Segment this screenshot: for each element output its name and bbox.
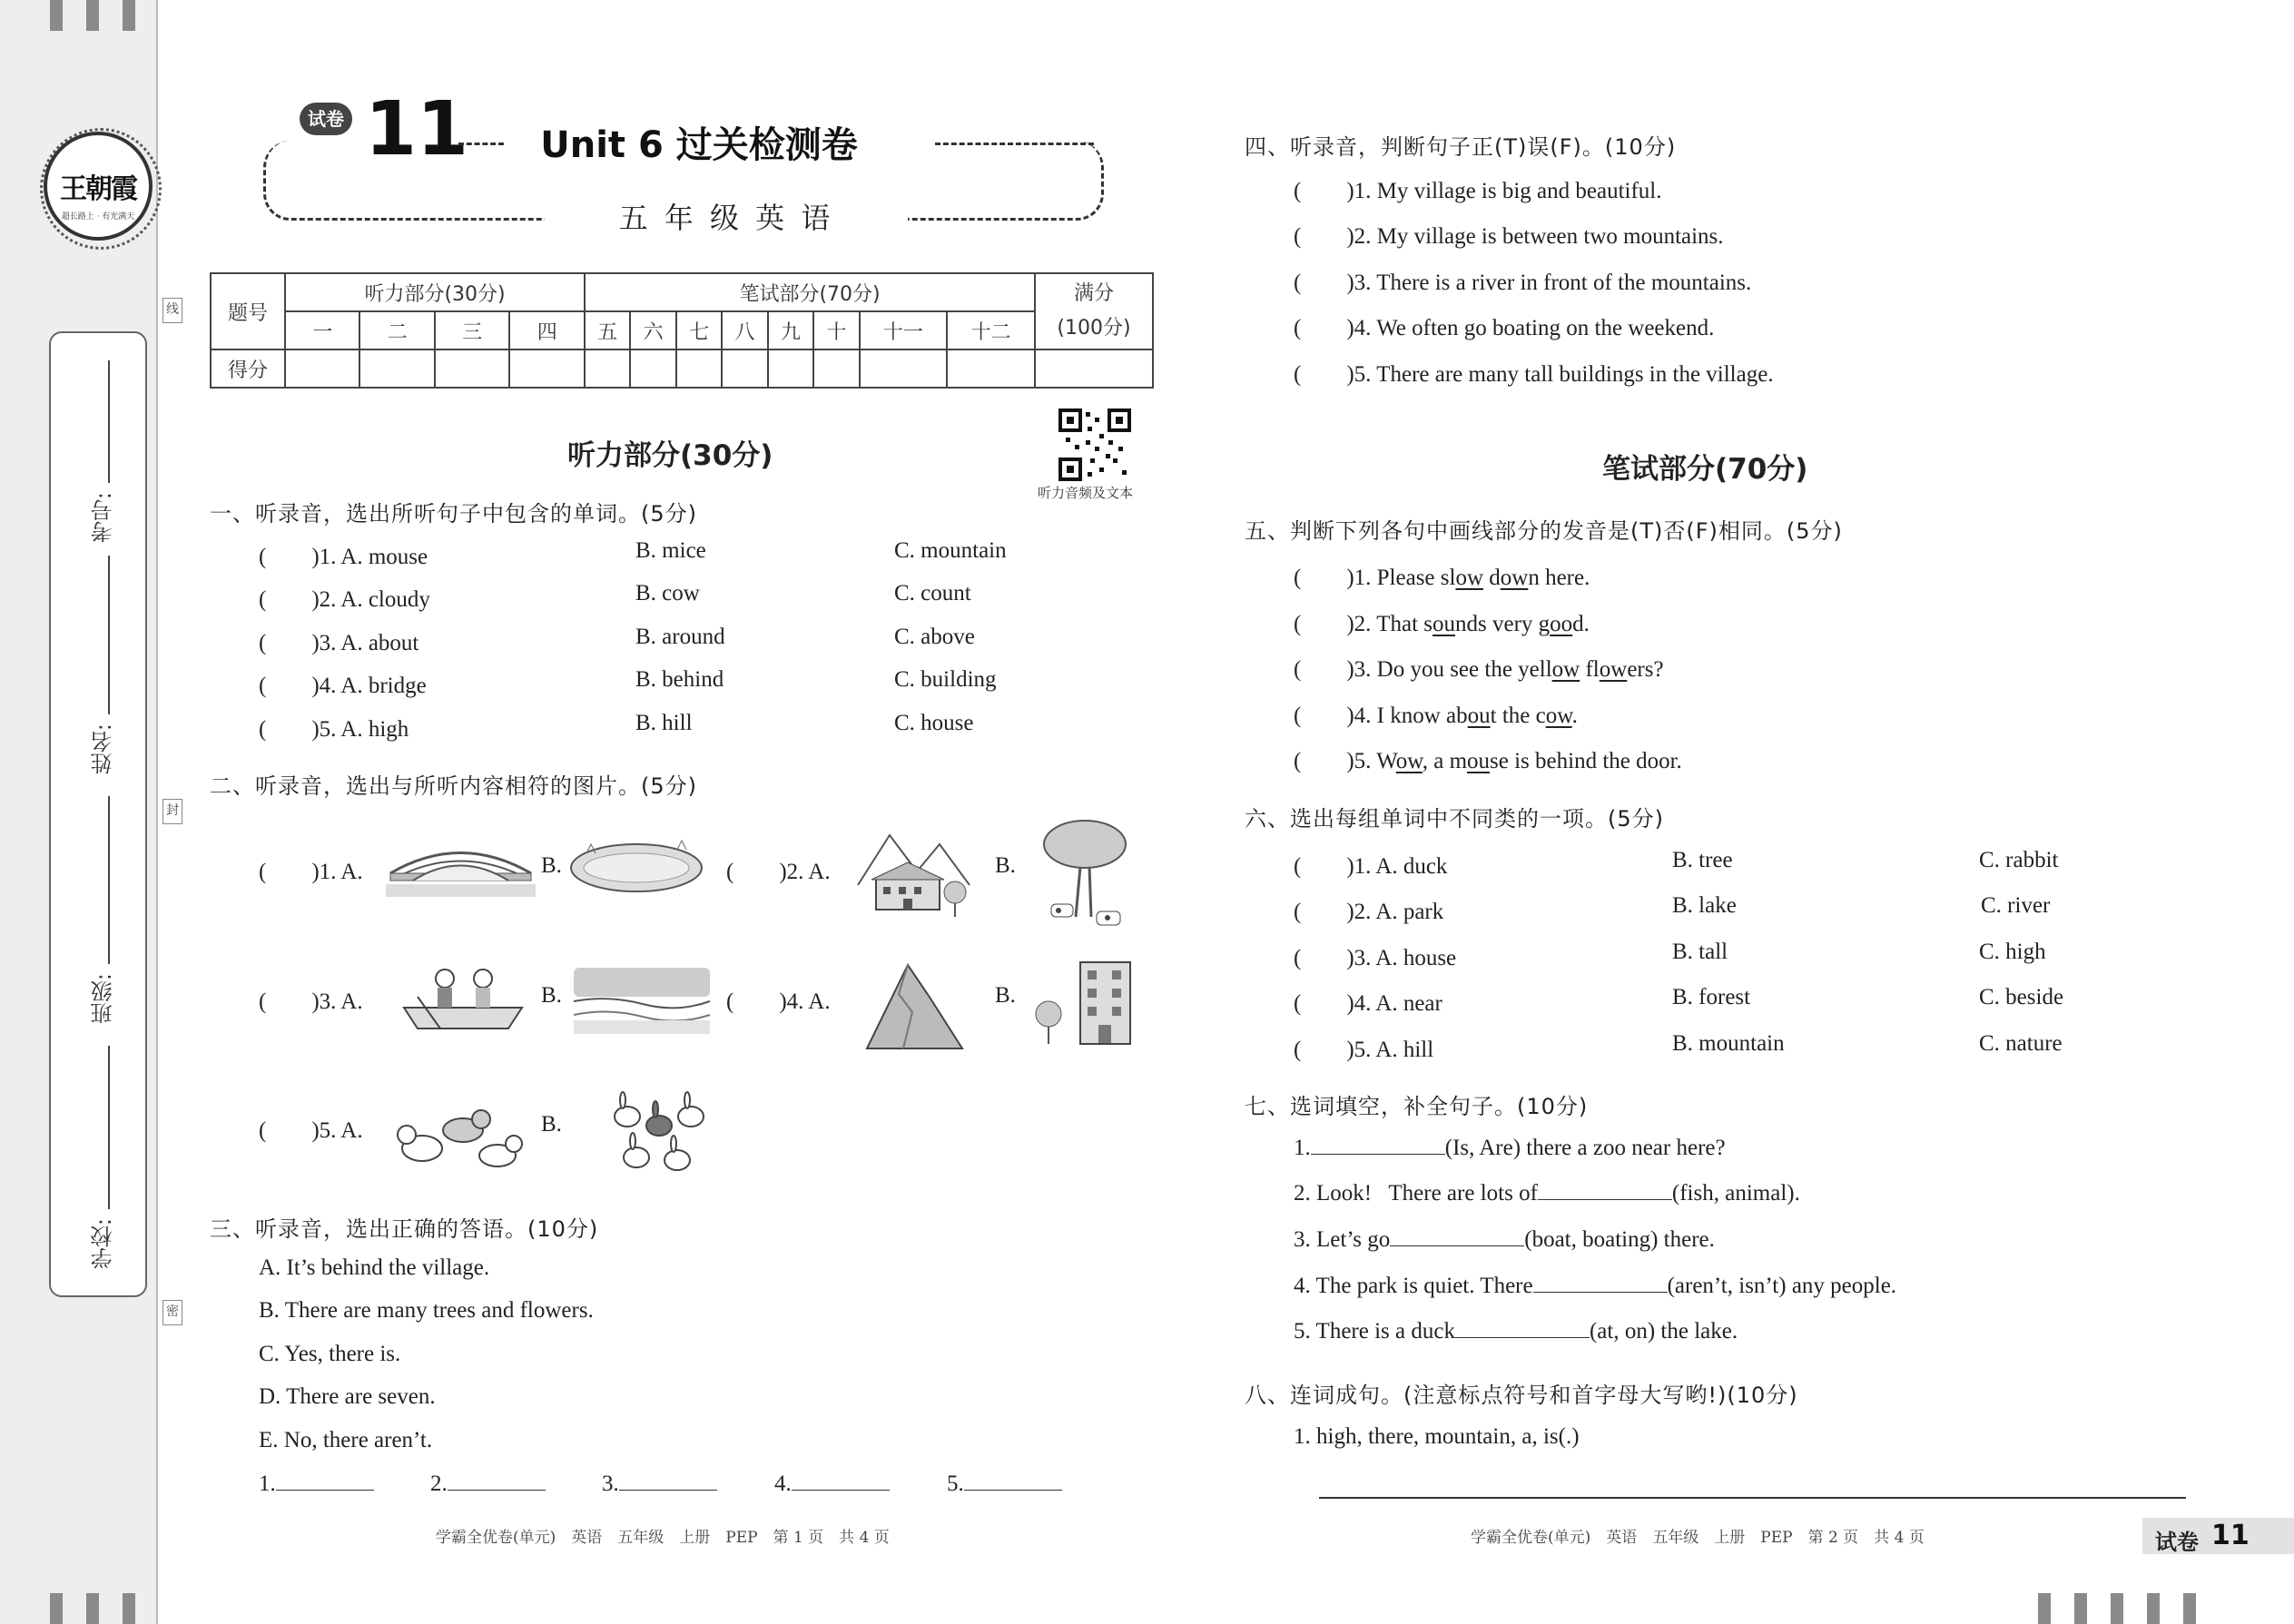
q4-item: ( )1. My village is big and beautiful. (1294, 179, 1662, 203)
col-header: 一 (285, 311, 359, 349)
q1-item: ( )2. A. cloudy (259, 587, 430, 612)
bridge-picture (386, 837, 536, 899)
score-cell[interactable] (1035, 349, 1153, 388)
margin-mark (2074, 1593, 2087, 1624)
margin-mark (2038, 1593, 2051, 1624)
q1-item: ( )4. A. bridge (259, 674, 427, 698)
fill-blank[interactable] (1311, 1154, 1445, 1155)
score-cell[interactable] (676, 349, 722, 388)
option-c: C. high (1979, 940, 2046, 964)
q7-item: 4. The park is quiet. There (aren’t, isn’t) any people. (1294, 1274, 1897, 1298)
page-tab: 试卷 11 (2142, 1518, 2294, 1554)
score-cell[interactable] (435, 349, 509, 388)
col-header: 八 (722, 311, 767, 349)
q1-heading: 一、听录音，选出所听句子中包含的单词。(5分) (210, 501, 697, 527)
fill-blank[interactable] (1533, 1292, 1668, 1293)
q3-answer-3: 3. (602, 1471, 717, 1497)
q5-item: ( )3. Do you see the yellow flowers? (1294, 657, 1664, 682)
score-cell[interactable] (768, 349, 813, 388)
lake-picture (568, 837, 704, 896)
full-score-header: 满分 (100分) (1035, 273, 1153, 349)
exam-no-field[interactable] (108, 360, 110, 483)
col-header: 十 (813, 311, 859, 349)
option-c: C. river (1981, 893, 2051, 918)
col-header: 十一 (860, 311, 948, 349)
q3-heading: 三、听录音，选出正确的答语。(10分) (210, 1216, 599, 1242)
option-b: B. hill (635, 711, 693, 735)
q2-item: ( )2. A. (726, 860, 831, 884)
boating-picture (399, 960, 527, 1035)
col-header: 五 (585, 311, 630, 349)
margin-mark (123, 1593, 135, 1624)
footer-right: 学霸全优卷(单元) 英语 五年级 上册 PEP 第 2 页 共 4 页 (1471, 1529, 1925, 1547)
col-header: 九 (768, 311, 813, 349)
q2-item: ( )4. A. (726, 989, 831, 1014)
q3-answer-2: 2. (430, 1471, 546, 1497)
col-header: 七 (676, 311, 722, 349)
school-label: 学校: (91, 1218, 116, 1270)
page-subtitle: 五 年 级 英 语 (618, 201, 834, 235)
q3-option: E. No, there aren’t. (259, 1428, 433, 1452)
score-cell[interactable] (813, 349, 859, 388)
q3-answer-1: 1. (259, 1471, 374, 1497)
q1-item: ( )3. A. about (259, 631, 419, 655)
margin-mark (50, 1593, 63, 1624)
written-score-header: 笔试部分(70分) (585, 273, 1035, 311)
exam-no-label: 考号: (91, 492, 116, 544)
answer-blank[interactable] (448, 1490, 546, 1491)
q5-item: ( )1. Please slow down here. (1294, 566, 1590, 590)
answer-blank[interactable] (792, 1490, 890, 1491)
q5-item: ( )4. I know about the cow. (1294, 704, 1578, 728)
score-cell[interactable] (585, 349, 630, 388)
written-section-title: 笔试部分(70分) (1602, 453, 1808, 486)
q6-item: ( )3. A. house (1294, 946, 1457, 970)
qr-code-icon[interactable] (1058, 408, 1131, 481)
col-header: 四 (509, 311, 585, 349)
answer-line[interactable] (1319, 1497, 2186, 1499)
school-field[interactable] (108, 1046, 110, 1209)
q7-heading: 七、选词填空，补全句子。(10分) (1245, 1094, 1589, 1119)
score-cell[interactable] (630, 349, 675, 388)
q5-heading: 五、判断下列各句中画线部分的发音是(T)否(F)相同。(5分) (1245, 518, 1843, 544)
q6-heading: 六、选出每组单词中不同类的一项。(5分) (1245, 806, 1664, 832)
q1-item: ( )5. A. high (259, 717, 409, 742)
q4-item: ( )5. There are many tall buildings in the village. (1294, 362, 1774, 387)
answer-blank[interactable] (964, 1490, 1062, 1491)
village-picture (853, 822, 971, 926)
q8-heading: 八、连词成句。(注意标点符号和首字母大写哟!)(10分) (1245, 1383, 1798, 1408)
option-b: B. mice (635, 538, 706, 563)
col-header: 十二 (947, 311, 1035, 349)
score-cell[interactable] (860, 349, 948, 388)
q2-option: B. (995, 853, 1016, 878)
margin-mark (86, 1593, 99, 1624)
mountain-picture (862, 958, 967, 1053)
score-cell[interactable] (285, 349, 359, 388)
name-field[interactable] (108, 556, 110, 714)
q3-answer-4: 4. (774, 1471, 890, 1497)
question-no-header: 题号 (211, 273, 285, 349)
q4-item: ( )4. We often go boating on the weekend. (1294, 316, 1715, 340)
seal-mark: 封 (162, 799, 182, 824)
q2-heading: 二、听录音，选出与所听内容相符的图片。(5分) (210, 773, 697, 799)
footer-left: 学霸全优卷(单元) 英语 五年级 上册 PEP 第 1 页 共 4 页 (436, 1529, 890, 1547)
class-field[interactable] (108, 796, 110, 964)
margin-mark (2183, 1593, 2196, 1624)
seal-mark: 密 (162, 1300, 182, 1325)
q5-item: ( )5. Wow, a mouse is behind the door. (1294, 749, 1682, 773)
fill-blank[interactable] (1455, 1337, 1590, 1338)
q7-item: 3. Let’s go (boat, boating) there. (1294, 1227, 1715, 1252)
exam-badge: 试卷 (300, 103, 352, 135)
logo-motto: 超长路上 · 有光满天 (61, 212, 135, 221)
option-c: C. above (894, 625, 975, 649)
cats-picture (390, 1094, 527, 1177)
option-c: C. rabbit (1979, 848, 2059, 872)
logo-text: 王朝霞 (60, 173, 136, 205)
option-c: C. count (894, 581, 971, 605)
q2-item: ( )1. A. (259, 860, 363, 884)
q7-item: 2. Look! There are lots of (fish, animal). (1294, 1181, 1800, 1206)
logo (44, 132, 153, 241)
q1-item: ( )1. A. mouse (259, 545, 428, 569)
option-b: B. around (635, 625, 725, 649)
q7-item: 1. (Is, Are) there a zoo near here? (1294, 1136, 1726, 1160)
score-cell[interactable] (947, 349, 1035, 388)
q6-item: ( )2. A. park (1294, 900, 1444, 924)
answer-blank[interactable] (276, 1490, 374, 1491)
q3-option: C. Yes, there is. (259, 1342, 401, 1366)
listening-score-header: 听力部分(30分) (285, 273, 585, 311)
name-label: 姓名: (91, 723, 116, 775)
q2-option: B. (541, 853, 562, 878)
option-c: C. mountain (894, 538, 1007, 563)
margin-mark (50, 0, 63, 31)
col-header: 三 (435, 311, 509, 349)
q6-item: ( )1. A. duck (1294, 854, 1448, 879)
fill-blank[interactable] (1390, 1245, 1524, 1246)
page-title: Unit 6 过关检测卷 (540, 124, 858, 166)
score-cell[interactable] (359, 349, 434, 388)
q4-item: ( )2. My village is between two mountains. (1294, 224, 1724, 249)
q8-item: 1. high, there, mountain, a, is(.) (1294, 1424, 1580, 1449)
option-b: B. cow (635, 581, 700, 605)
answer-blank[interactable] (619, 1490, 717, 1491)
option-c: C. beside (1979, 985, 2064, 1009)
qr-caption: 听力音频及文本 (1038, 485, 1134, 501)
q5-item: ( )2. That sounds very good. (1294, 612, 1590, 636)
option-b: B. behind (635, 667, 724, 692)
q6-item: ( )4. A. near (1294, 991, 1442, 1016)
q3-option: B. There are many trees and flowers. (259, 1298, 594, 1323)
score-row-header: 得分 (211, 349, 285, 388)
margin-mark (123, 0, 135, 31)
exam-number: 11 (365, 86, 469, 172)
q2-item: ( )3. A. (259, 989, 363, 1014)
q3-option: D. There are seven. (259, 1384, 436, 1409)
q4-item: ( )3. There is a river in front of the mountains. (1294, 271, 1752, 295)
score-cell[interactable] (722, 349, 767, 388)
q2-item: ( )5. A. (259, 1118, 363, 1143)
q3-answer-5: 5. (947, 1471, 1062, 1497)
tree-and-cows-picture (1035, 817, 1135, 935)
option-c: C. building (894, 667, 997, 692)
rabbits-picture (605, 1089, 709, 1180)
margin-mark (2111, 1593, 2123, 1624)
building-picture (1026, 958, 1153, 1048)
col-header: 六 (630, 311, 675, 349)
q2-option: B. (541, 983, 562, 1008)
q2-option: B. (541, 1112, 562, 1137)
q4-heading: 四、听录音，判断句子正(T)误(F)。(10分) (1245, 134, 1677, 160)
option-b: B. lake (1672, 893, 1737, 918)
q6-item: ( )5. A. hill (1294, 1038, 1434, 1062)
q2-option: B. (995, 983, 1016, 1008)
score-table (210, 272, 1154, 389)
q3-option: A. It’s behind the village. (259, 1255, 490, 1280)
margin-mark (2147, 1593, 2160, 1624)
option-b: B. mountain (1672, 1031, 1785, 1056)
margin-mark (86, 0, 99, 31)
option-b: B. tall (1672, 940, 1728, 964)
student-info-box (49, 331, 147, 1297)
option-c: C. house (894, 711, 974, 735)
fold-line (156, 0, 158, 1624)
listening-section-title: 听力部分(30分) (567, 439, 773, 472)
option-b: B. tree (1672, 848, 1733, 872)
option-b: B. forest (1672, 985, 1751, 1009)
class-label: 班级: (91, 973, 116, 1025)
q7-item: 5. There is a duck (at, on) the lake. (1294, 1319, 1738, 1343)
fill-blank[interactable] (1538, 1199, 1672, 1200)
col-header: 二 (359, 311, 434, 349)
river-landscape-picture (572, 960, 713, 1038)
option-c: C. nature (1979, 1031, 2063, 1056)
score-cell[interactable] (509, 349, 585, 388)
seal-line-mark: 线 (162, 298, 182, 323)
